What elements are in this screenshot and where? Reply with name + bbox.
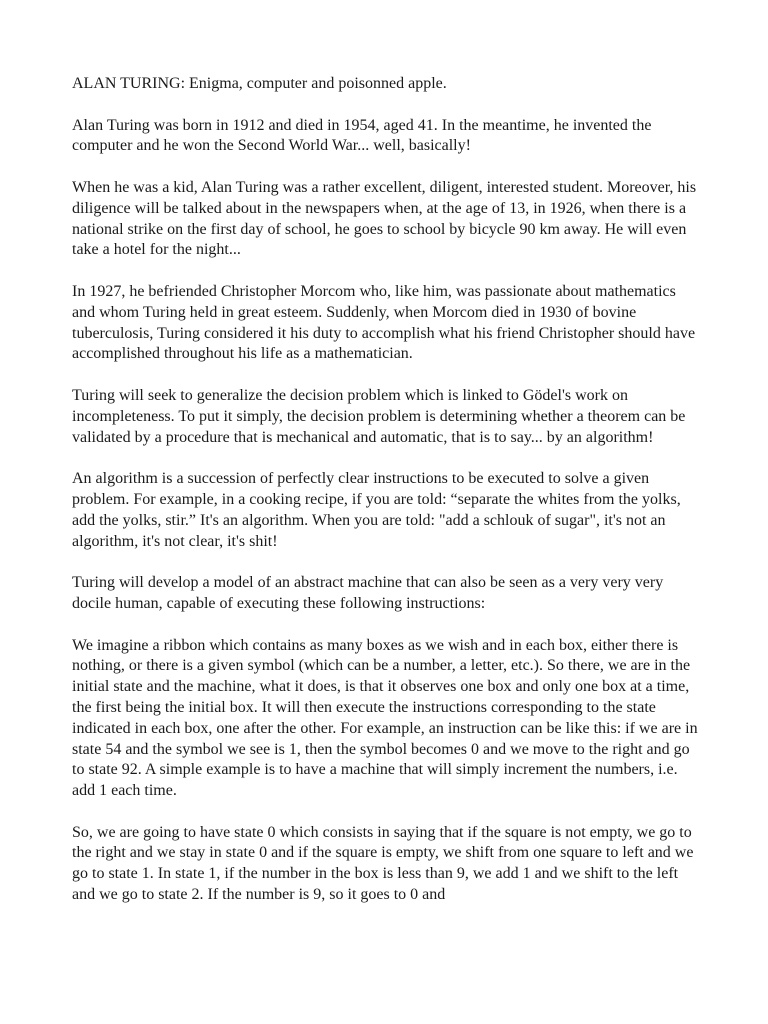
paragraph-abstract-machine: Turing will develop a model of an abstract machine that can also be seen as a very very very docile human, capable of executing these following instructions: [72,574,664,612]
paragraph-birth: Alan Turing was born in 1912 and died in 1954, aged 41. In the meantime, he invented the computer and he won the Second World War... well, basically! [72,116,652,155]
paragraph-algorithm: An algorithm is a succession of perfectly clear instructions to be executed to solve a given problem. For example, in a cooking recipe, if you are told: “separate the whites from the yolks, add the yolks, stir.” It's an algorithm. When you are told: "add a schlouk of sugar", it's not an algorithm, it's not clear, it's shit! [72,470,681,550]
document-title: ALAN TURING: Enigma, computer and poisonned apple. [72,75,447,92]
document-page [72,74,702,927]
paragraph-decision-problem: Turing will seek to generalize the decision problem which is linked to Gödel's work on incompleteness. To put it simply, the decision problem is determining whether a theorem can be validated by a procedure that is mechanical and automatic, that is to say... by an algorithm! [72,386,686,446]
paragraph-ribbon: We imagine a ribbon which contains as many boxes as we wish and in each box, either there is nothing, or there is a given symbol (which can be a number, a letter, etc.). So there, we are in the initial state and the machine, what it does, is that it observes one box and only one box at a time, the first being the initial box. It will then execute the instructions corresponding to the state indicated in each box, one after the other. For example, an instruction can be like this: if we are in state 54 and the symbol we see is 1, then the symbol becomes 0 and we move to the right and go to state 92. A simple example is to have a machine that will simply increment the numbers, i.e. add 1 each time. [72,636,698,800]
paragraph-childhood: When he was a kid, Alan Turing was a rather excellent, diligent, interested student. Moreover, his diligence will be talked about in the newspapers when, at the age of 13, in 1926, when there is a national strike on the first day of school, he goes to school by bicycle 90 km away. He will even take a hotel for the night... [72,178,697,259]
paragraph-morcom: In 1927, he befriended Christopher Morcom who, like him, was passionate about mathematics and whom Turing held in great esteem. Suddenly, when Morcom died in 1930 of bovine tuberculosis, Turing considered it his duty to accomplish what his friend Christopher should have accomplished throughout his life as a mathematician. [72,282,696,363]
paragraph-states: So, we are going to have state 0 which consists in saying that if the square is not empty, we go to the right and we stay in state 0 and if the square is empty, we shift from one square to left and we go to state 1. In state 1, if the number in the box is less than 9, we add 1 and we shift to the left and we go to state 2. If the number is 9, so it goes to 0 and [72,823,694,904]
